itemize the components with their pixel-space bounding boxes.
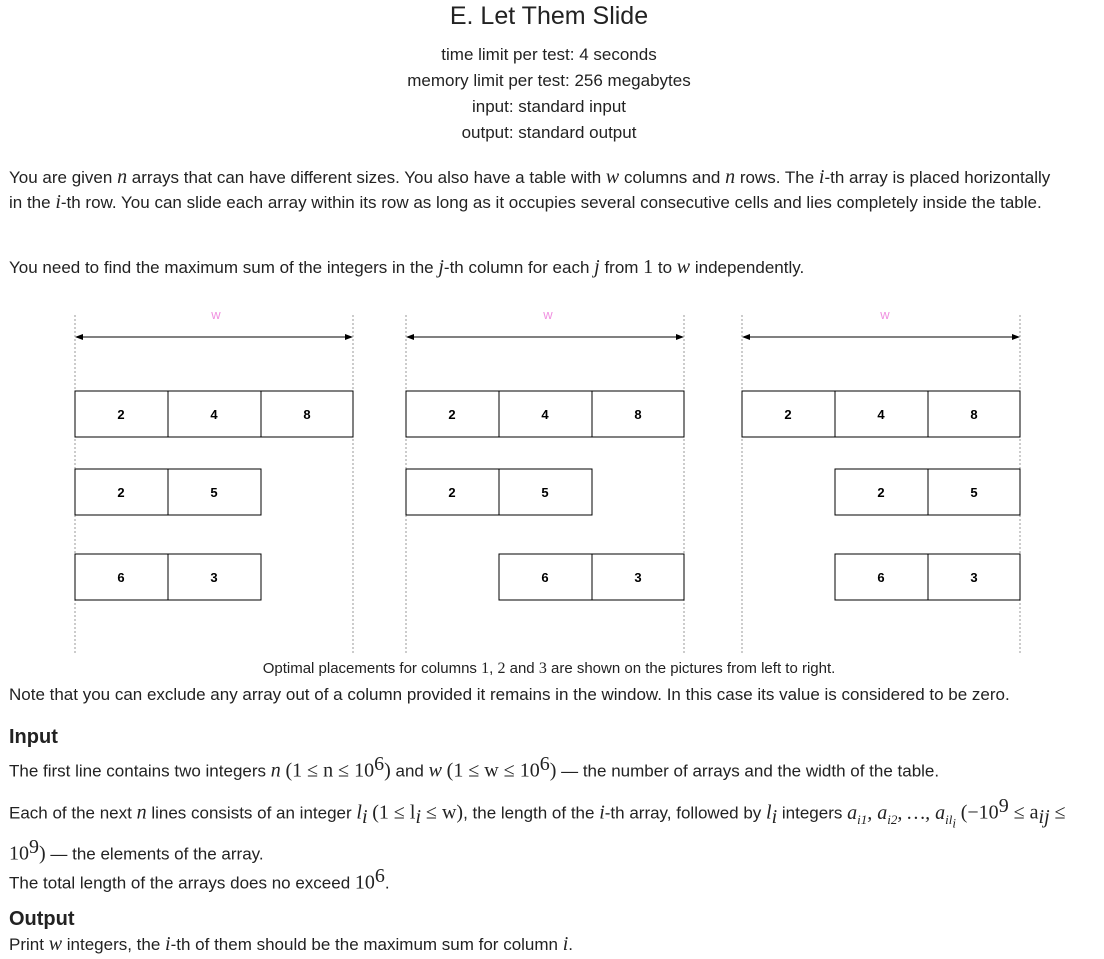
cell-value: 3 [970, 570, 978, 585]
output-line-1: Print w integers, the i-th of them should be the maximum sum for column i. [9, 933, 574, 955]
figure-panel-1 [75, 307, 353, 655]
note-paragraph: Note that you can exclude any array out of a column provided it remains in the window. In this case its value is considered to be zero. [9, 685, 1010, 704]
width-label: w [211, 307, 221, 322]
input-file: input: standard input [471, 97, 627, 116]
width-label: w [880, 307, 890, 322]
cell-value: 2 [117, 407, 125, 422]
cell-value: 4 [541, 407, 549, 422]
cell-value: 5 [970, 485, 978, 500]
cell-value: 2 [784, 407, 792, 422]
problem-title: E. Let Them Slide [449, 2, 649, 30]
cell-value: 6 [541, 570, 549, 585]
cell-value: 8 [634, 407, 642, 422]
width-label: w [543, 307, 553, 322]
cell-value: 6 [117, 570, 125, 585]
statement-paragraph-1: You are given n arrays that can have different sizes. You also have a table with w columns and n rows. The i-th array is placed horizontally in the i-th row. You can slide each array within its row as long as it occupies several consecutive cells and lies completely inside the table. [9, 166, 1051, 213]
cell-value: 2 [448, 485, 456, 500]
time-limit: time limit per test: 4 seconds [441, 45, 657, 64]
input-line-3: The total length of the arrays does no exceed $10^6$. [9, 865, 390, 894]
cell-value: 8 [970, 407, 978, 422]
output-section-title: Output [9, 908, 75, 930]
cell-value: 3 [634, 570, 642, 585]
cell-value: 2 [117, 485, 125, 500]
memory-limit: memory limit per test: 256 megabytes [407, 71, 691, 90]
cell-value: 4 [877, 407, 885, 422]
cell-value: 5 [541, 485, 549, 500]
output-file: output: standard output [461, 123, 637, 142]
input-line-2: Each of the next n lines consists of an integer $l_i$ $(1 \le l_i \le w)$, the length of the i-th array, followed by $l_i$ integers $a_{i1}$, $a_{i2}$, …, $a_{il_i}$ $(-10^9 \le a_{ij} \le 10^9)$ — the elements of the array. [9, 795, 1066, 865]
cell-value: 2 [448, 407, 456, 422]
statement-paragraph-2: You need to find the maximum sum of the integers in the j-th column for each j from 1 to w independently. [9, 256, 805, 278]
cell-value: 2 [877, 485, 885, 500]
figure-caption: Optimal placements for columns 1, 2 and 3 are shown on the pictures from left to right. [262, 660, 836, 677]
figure-panel-2 [406, 307, 684, 655]
input-section-title: Input [9, 726, 58, 748]
cell-value: 3 [210, 570, 218, 585]
cell-value: 4 [210, 407, 218, 422]
figure-panel-3 [742, 307, 1020, 655]
cell-value: 5 [210, 485, 218, 500]
cell-value: 6 [877, 570, 885, 585]
cell-value: 8 [303, 407, 311, 422]
sliding-arrays-figure [0, 300, 1104, 660]
input-line-1: The first line contains two integers n $(1 \le n \le 10^6)$ and w $(1 \le w \le 10^6)$ — the number of arrays and the width of the table. [9, 753, 940, 782]
